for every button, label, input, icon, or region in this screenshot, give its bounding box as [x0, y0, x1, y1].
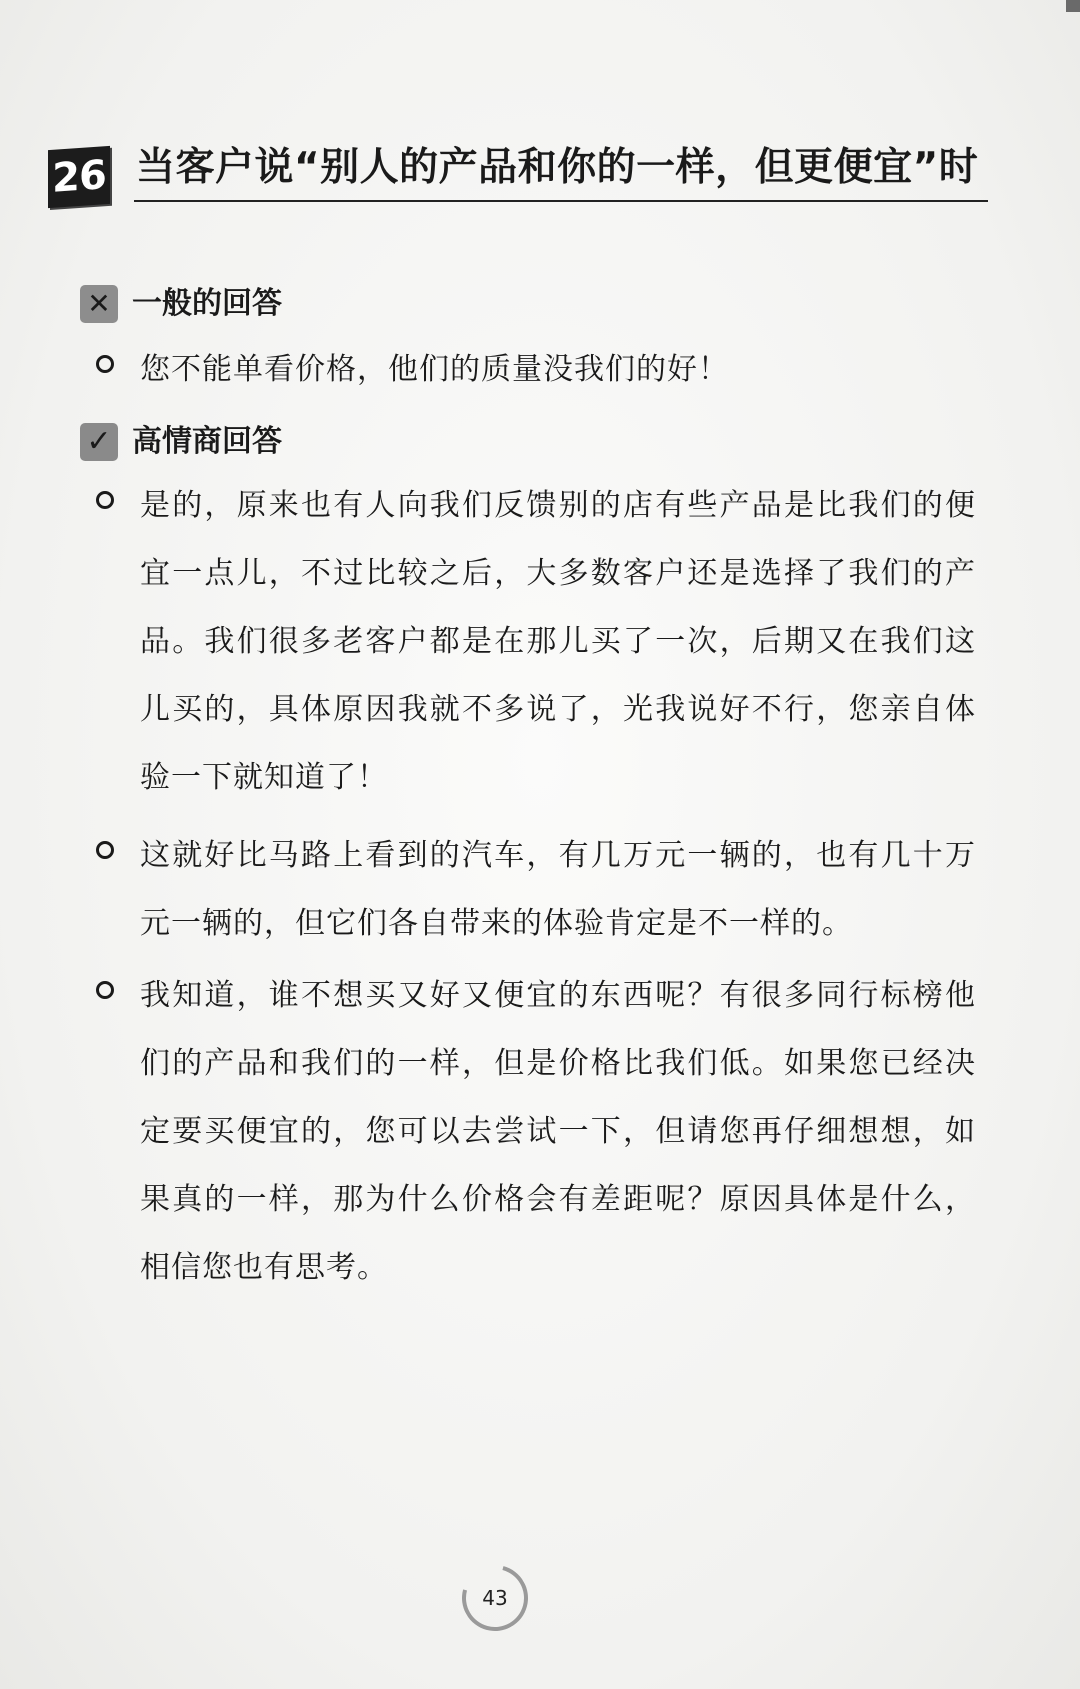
- general-answer-text: 您不能单看价格，他们的质量没我们的好！: [140, 352, 729, 387]
- high-eq-answer-text-1: 是的，原来也有人向我们反馈别的店有些产品是比我们的便宜一点儿，不过比较之后，大多数客户还是选择了我们的产品。我们很多老客户都是在那儿买了一次，后期又在我们这儿买的，具体原因我就不多说了，光我说好不行，您亲自体验一下就知道了！: [140, 488, 976, 795]
- high-eq-answer-item-2: [96, 822, 976, 958]
- check-icon: ✓: [80, 423, 118, 461]
- scan-corner-mark: [1066, 0, 1080, 12]
- section-high-eq-header: [80, 420, 282, 464]
- page-number: 43: [482, 1586, 508, 1610]
- cross-icon: ✕: [80, 285, 118, 323]
- chapter-title: 当客户说“别人的产品和你的一样，但更便宜”时: [136, 145, 979, 190]
- high-eq-answer-text-3: 我知道，谁不想买又好又便宜的东西呢？有很多同行标榜他们的产品和我们的一样，但是价格比我们低。如果您已经决定要买便宜的，您可以去尝试一下，但请您再仔细想想，如果真的一样，那为什么价格会有差距呢？原因具体是什么，相信您也有思考。: [140, 978, 976, 1285]
- bullet-circle-icon: [96, 491, 114, 509]
- chapter-heading: [48, 142, 988, 212]
- heading-underline: [134, 200, 988, 202]
- section-general-header: [80, 282, 282, 326]
- high-eq-answer-text-2: 这就好比马路上看到的汽车，有几万元一辆的，也有几十万元一辆的，但它们各自带来的体验肯定是不一样的。: [140, 838, 976, 941]
- general-answer-item: [96, 336, 976, 404]
- bullet-circle-icon: [96, 841, 114, 859]
- section-high-eq-title: 高情商回答: [132, 424, 282, 459]
- section-general-title: 一般的回答: [132, 286, 282, 321]
- bullet-circle-icon: [96, 981, 114, 999]
- high-eq-answer-item-1: [96, 472, 976, 812]
- page-number-badge: [462, 1565, 532, 1635]
- high-eq-answer-item-3: [96, 962, 976, 1302]
- bullet-circle-icon: [96, 355, 114, 373]
- chapter-number-badge: 26: [48, 146, 110, 208]
